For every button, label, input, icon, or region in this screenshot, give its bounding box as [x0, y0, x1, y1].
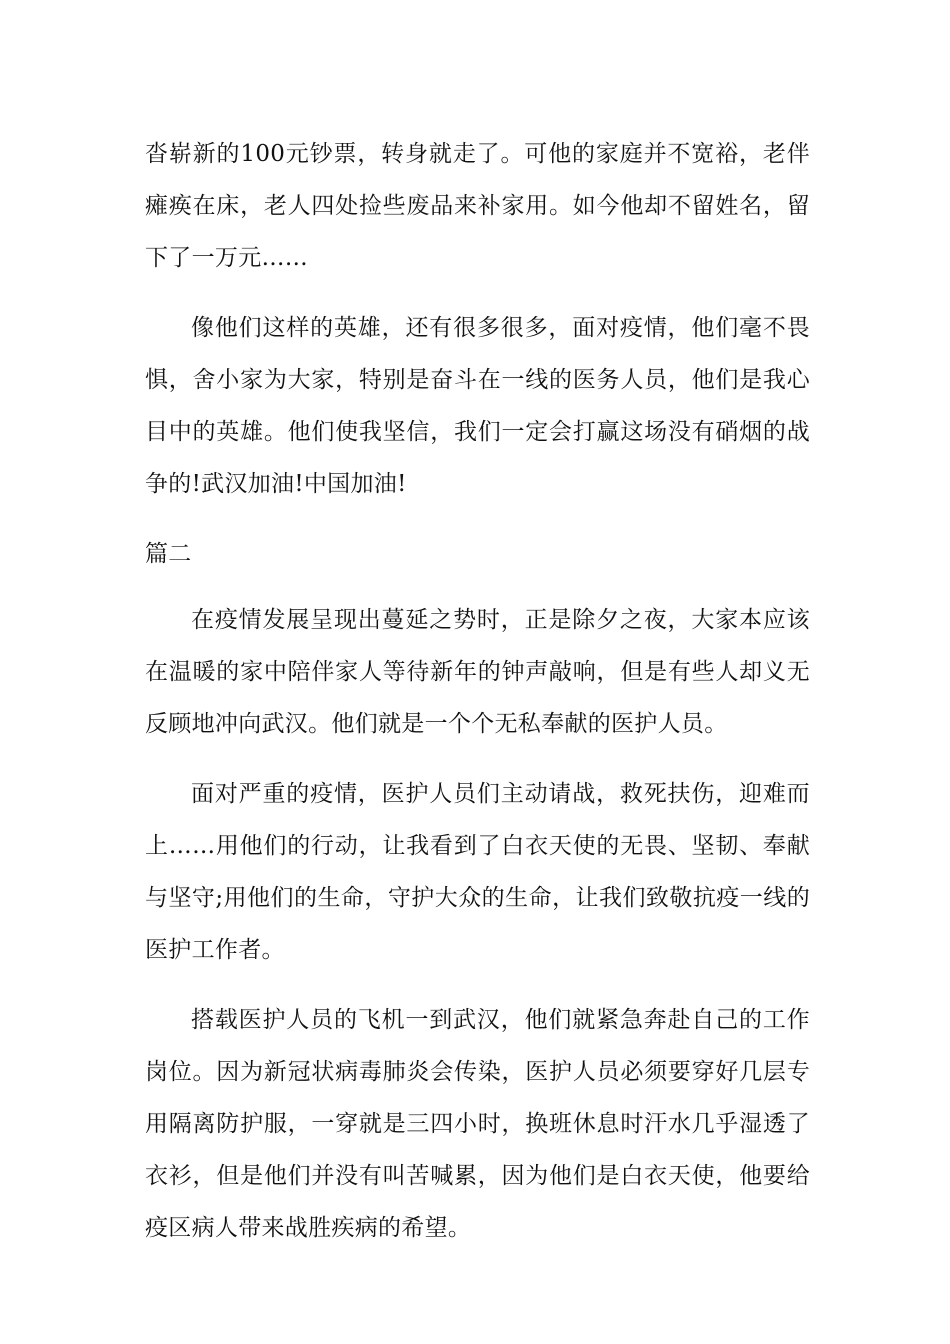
paragraph-heroes: 像他们这样的英雄，还有很多很多，面对疫情，他们毫不畏惧，舍小家为大家，特别是奋斗在一线的医务人员，他们是我心目中的英雄。他们使我坚信，我们一定会打赢这场没有硝烟的战争的!武汉加油!中国加油!: [145, 315, 810, 497]
paragraph-medical-staff: 面对严重的疫情，医护人员们主动请战，救死扶伤，迎难而上……用他们的行动，让我看到了白衣天使的无畏、坚韧、奉献与坚守;用他们的生命，守护大众的生命，让我们致敬抗疫一线的医护工作者。: [145, 781, 810, 963]
section-heading: 篇二: [145, 541, 192, 567]
paragraph-new-year-eve: 在疫情发展呈现出蔓延之势时，正是除夕之夜，大家本应该在温暖的家中陪伴家人等待新年的钟声敲响，但是有些人却义无反顾地冲向武汉。他们就是一个个无私奉献的医护人员。: [145, 607, 810, 737]
paragraph-continued: 沓崭新的100元钞票，转身就走了。可他的家庭并不宽裕，老伴瘫痪在床，老人四处捡些废品来补家用。如今他却不留姓名，留下了一万元……: [145, 141, 810, 271]
paragraph-protective-suits: 搭载医护人员的飞机一到武汉，他们就紧急奔赴自己的工作岗位。因为新冠状病毒肺炎会传染，医护人员必须要穿好几层专用隔离防护服，一穿就是三四小时，换班休息时汗水几乎湿透了衣衫，但是他们并没有叫苦喊累，因为他们是白衣天使，他要给疫区病人带来战胜疾病的希望。: [145, 1007, 810, 1241]
document-body: [145, 128, 810, 1272]
